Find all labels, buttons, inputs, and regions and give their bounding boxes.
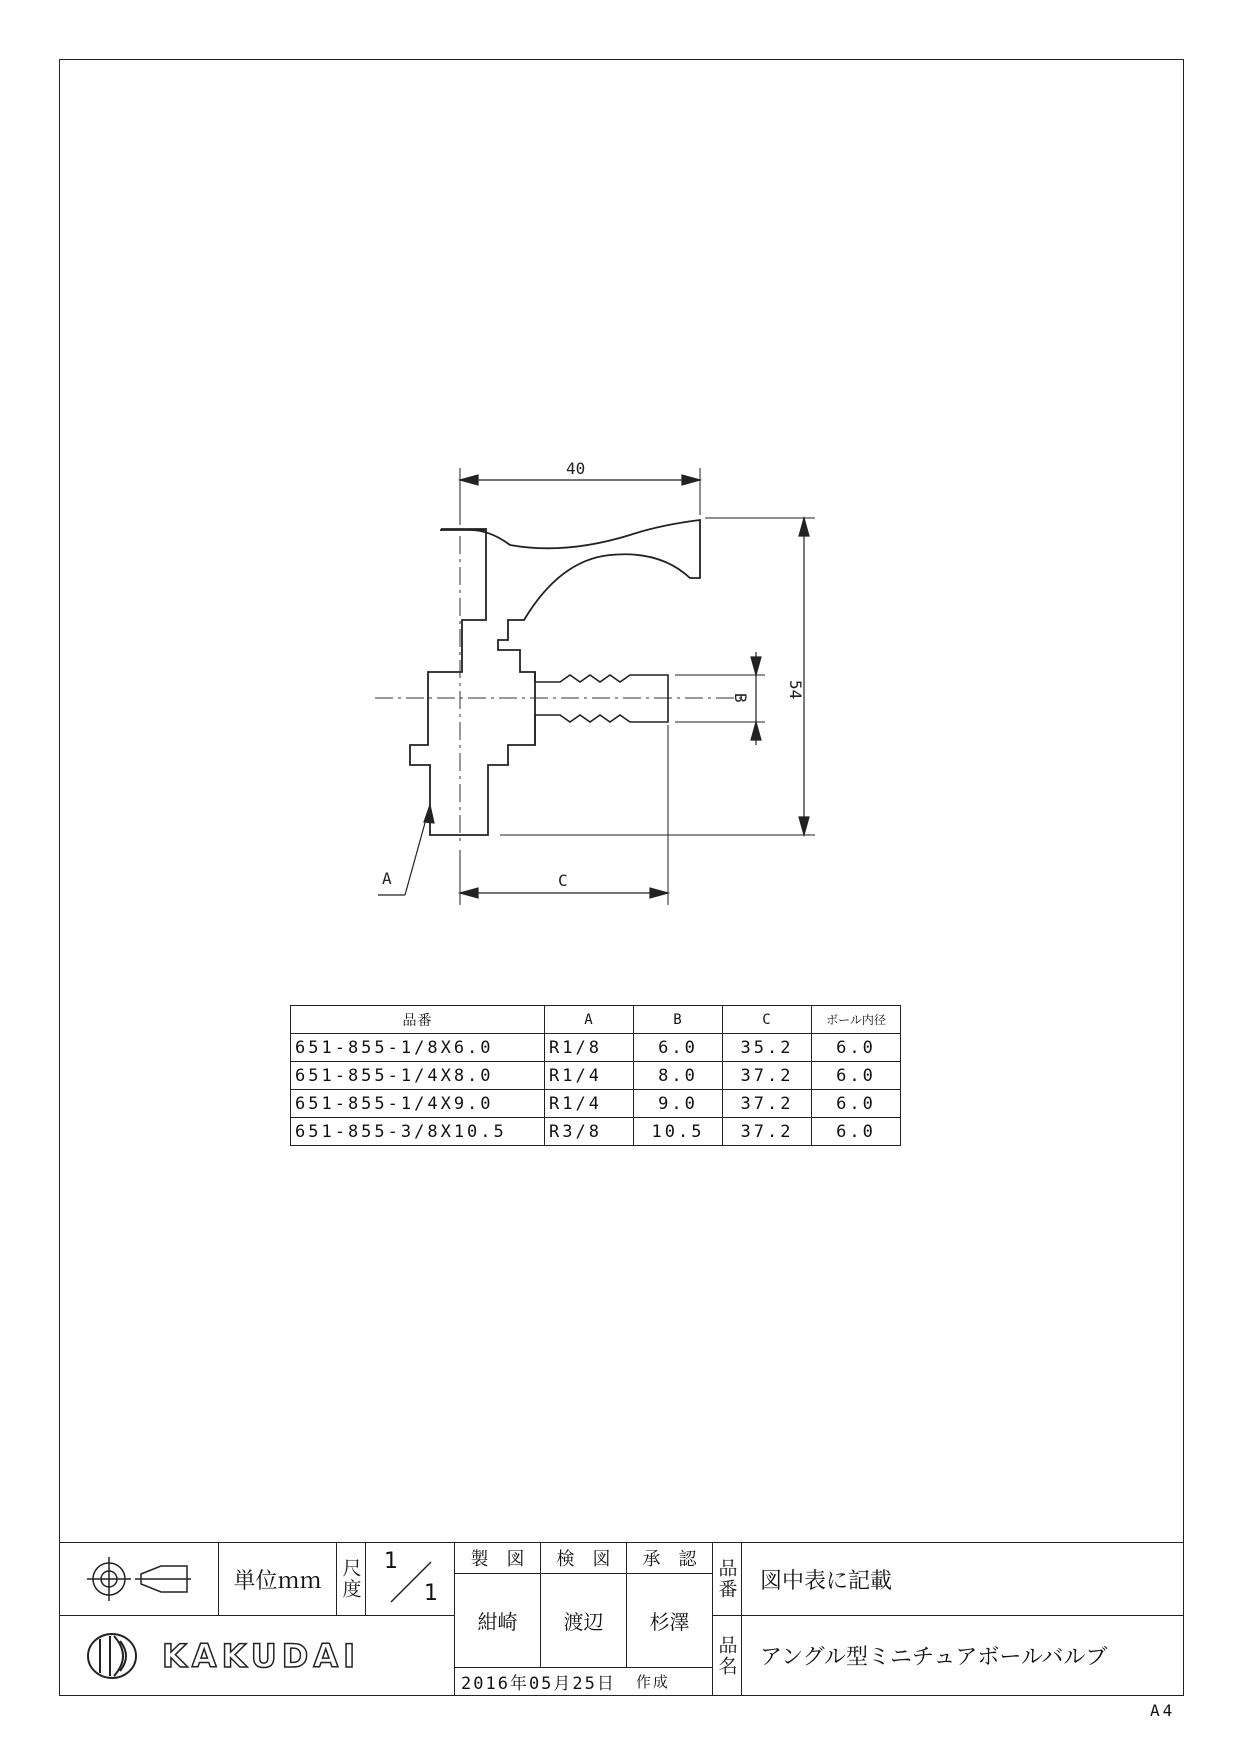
checked-by: 渡辺	[540, 1573, 627, 1668]
part-name-label: 品名	[712, 1615, 742, 1696]
table-row	[291, 1118, 901, 1146]
projection-symbol-cell	[59, 1542, 219, 1616]
cell-a: R1/4	[545, 1090, 634, 1118]
header-part-no: 品番	[291, 1006, 545, 1034]
scale-numerator: 1	[384, 1549, 398, 1574]
paper-size: A4	[1150, 1701, 1176, 1720]
cell-ball-bore: 6.0	[812, 1118, 901, 1146]
header-a: A	[545, 1006, 634, 1034]
dim-bore-label: B	[731, 693, 750, 703]
date-cell	[454, 1667, 713, 1696]
dim-length-label: C	[558, 871, 568, 890]
company-cell	[59, 1615, 455, 1696]
scale-label: 尺度	[336, 1542, 366, 1616]
cell-c: 35.2	[723, 1034, 812, 1062]
scale-slash	[386, 1557, 436, 1607]
cell-b: 10.5	[634, 1118, 723, 1146]
dim-thread-label: A	[382, 869, 392, 888]
cell-c: 37.2	[723, 1118, 812, 1146]
third-angle-projection-icon	[79, 1554, 199, 1604]
spec-table	[290, 1005, 901, 1146]
approved-label: 承 認	[626, 1542, 713, 1574]
unit-cell: 単位ｍｍ	[218, 1542, 337, 1616]
cell-a: R1/8	[545, 1034, 634, 1062]
valve-outline	[410, 520, 700, 835]
cell-a: R1/4	[545, 1062, 634, 1090]
cell-ball-bore: 6.0	[812, 1062, 901, 1090]
cell-c: 37.2	[723, 1090, 812, 1118]
company-name: KAKUDAI	[162, 1636, 361, 1675]
kakudai-logo-icon	[84, 1631, 140, 1681]
cell-a: R3/8	[545, 1118, 634, 1146]
dim-height-label: 54	[786, 680, 805, 700]
cell-part-no: 651-855-1/8X6.0	[291, 1034, 545, 1062]
part-no-label: 品番	[712, 1542, 742, 1616]
cell-part-no: 651-855-1/4X9.0	[291, 1090, 545, 1118]
scale-value	[365, 1542, 455, 1616]
dim-width-label: 40	[566, 459, 586, 478]
table-header-row	[291, 1006, 901, 1034]
drawing-date: 2016年05月25日	[461, 1674, 616, 1694]
table-row	[291, 1062, 901, 1090]
table-row	[291, 1034, 901, 1062]
cell-part-no: 651-855-3/8X10.5	[291, 1118, 545, 1146]
scale-denominator: 1	[424, 1581, 438, 1606]
drawn-by: 紺崎	[454, 1573, 541, 1668]
part-no-value: 図中表に記載	[741, 1542, 1184, 1616]
header-ball-bore: ボール内径	[812, 1006, 901, 1034]
header-c: C	[723, 1006, 812, 1034]
cell-b: 6.0	[634, 1034, 723, 1062]
header-b: B	[634, 1006, 723, 1034]
title-block	[59, 1542, 1184, 1696]
cell-c: 37.2	[723, 1062, 812, 1090]
cell-ball-bore: 6.0	[812, 1090, 901, 1118]
cell-b: 8.0	[634, 1062, 723, 1090]
hose-barb	[535, 672, 668, 745]
table-row	[291, 1090, 901, 1118]
approved-by: 杉澤	[626, 1573, 713, 1668]
drawn-label: 製 図	[454, 1542, 541, 1574]
created-label: 作成	[635, 1673, 670, 1691]
cell-ball-bore: 6.0	[812, 1034, 901, 1062]
part-name-value: アングル型ミニチュアボールバルブ	[741, 1615, 1184, 1696]
cell-part-no: 651-855-1/4X8.0	[291, 1062, 545, 1090]
checked-label: 検 図	[540, 1542, 627, 1574]
cell-b: 9.0	[634, 1090, 723, 1118]
